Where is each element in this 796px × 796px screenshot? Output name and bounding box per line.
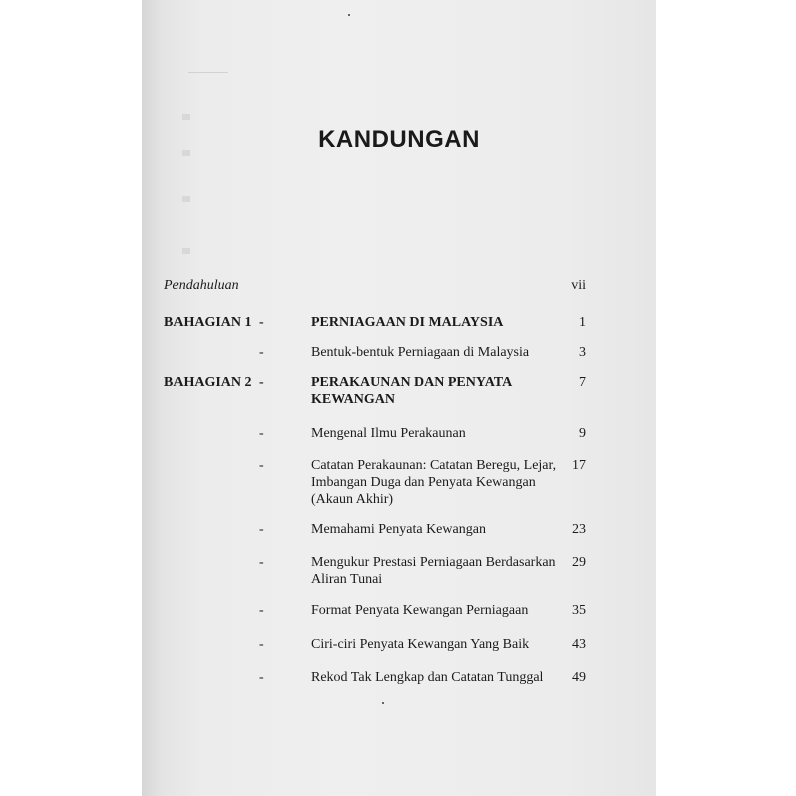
entry-title: PERNIAGAAN DI MALAYSIA <box>311 315 504 330</box>
entry-dash: - <box>259 603 264 618</box>
entry-page-number: 43 <box>572 637 586 652</box>
entry-page-number: 35 <box>572 603 586 618</box>
entry-dash: - <box>259 458 264 473</box>
intro-label: Pendahuluan <box>164 278 239 293</box>
entry-page-number: 1 <box>579 315 586 330</box>
entry-page-number: 29 <box>572 555 586 570</box>
dust-speck <box>348 14 350 16</box>
entry-dash: - <box>259 426 264 441</box>
entry-title: Catatan Perakaunan: Catatan Beregu, Lejar, Imbangan Duga dan Penyata Kewangan (Akaun Akhir) <box>311 458 557 507</box>
entry-page-number: 3 <box>579 345 586 360</box>
entry-title: Rekod Tak Lengkap dan Catatan Tunggal <box>311 670 544 685</box>
entry-page-number: 23 <box>572 522 586 537</box>
entry-dash: - <box>259 637 264 652</box>
page-title: KANDUNGAN <box>318 126 480 153</box>
entry-page-number: 7 <box>579 375 586 390</box>
entry-dash: - <box>259 315 264 330</box>
entry-title: Memahami Penyata Kewangan <box>311 522 486 537</box>
left-margin <box>0 0 142 796</box>
bleed-mark <box>188 72 228 73</box>
entry-title: Ciri-ciri Penyata Kewangan Yang Baik <box>311 637 530 652</box>
entry-page-number: 17 <box>572 458 586 473</box>
entry-dash: - <box>259 522 264 537</box>
entry-title: Mengenal Ilmu Perakaunan <box>311 426 466 441</box>
entry-title: Format Penyata Kewangan Perniagaan <box>311 603 529 618</box>
section-label: BAHAGIAN 1 <box>164 315 252 330</box>
book-page <box>142 0 656 796</box>
entry-dash: - <box>259 555 264 570</box>
bleed-mark <box>182 114 190 120</box>
entry-page-number: 49 <box>572 670 586 685</box>
entry-title: Mengukur Prestasi Perniagaan Berdasarkan Aliran Tunai <box>311 555 556 587</box>
entry-title: PERAKAUNAN DAN PENYATA KEWANGAN <box>311 375 512 407</box>
intro-page-number: vii <box>571 278 586 293</box>
bleed-mark <box>182 196 190 202</box>
bleed-mark <box>182 248 190 254</box>
right-margin <box>656 0 796 796</box>
entry-dash: - <box>259 375 264 390</box>
entry-page-number: 9 <box>579 426 586 441</box>
section-label: BAHAGIAN 2 <box>164 375 252 390</box>
entry-dash: - <box>259 670 264 685</box>
entry-dash: - <box>259 345 264 360</box>
entry-title: Bentuk-bentuk Perniagaan di Malaysia <box>311 345 530 360</box>
dust-speck <box>382 702 384 704</box>
